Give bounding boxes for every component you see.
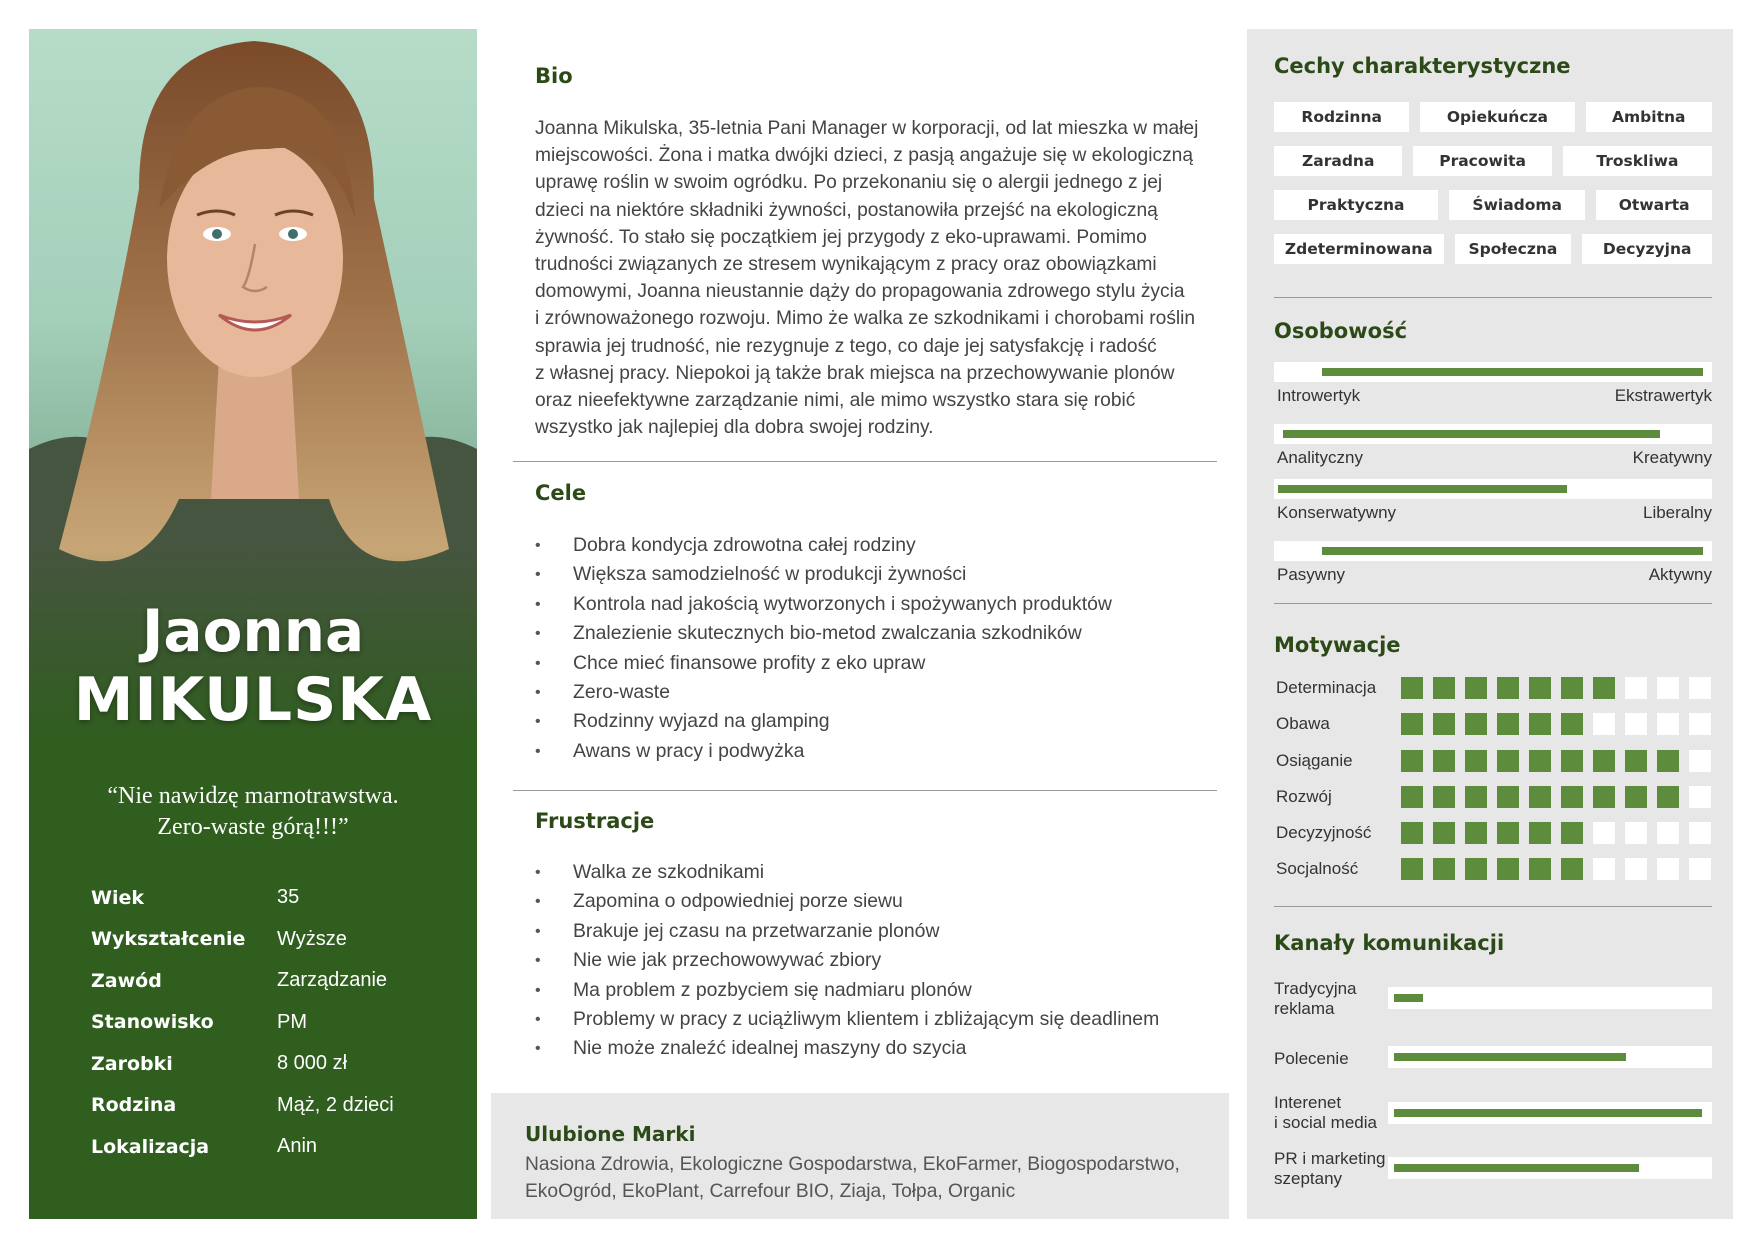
list-item: • Kontrola nad jakością wytworzonych i spożywanych produktów (535, 590, 1112, 619)
trait-row (1274, 190, 1712, 220)
trait-tag: Społeczna (1455, 234, 1572, 264)
traits-grid (1274, 102, 1712, 278)
motivation-square-filled (1529, 822, 1551, 844)
trait-tag: Otwarta (1596, 190, 1712, 220)
motivation-square-empty (1689, 858, 1711, 880)
fact-row (91, 1085, 461, 1127)
motivation-square-filled (1497, 750, 1519, 772)
divider (513, 461, 1217, 462)
list-item: • Awans w pracy i podwyżka (535, 737, 1112, 766)
fact-row (91, 1126, 461, 1168)
fact-label: Rodzina (91, 1094, 177, 1117)
motivation-row (1274, 858, 1714, 882)
motivation-square-empty (1593, 713, 1615, 735)
list-item: • Większa samodzielność w produkcji żywności (535, 560, 1112, 589)
motivation-square-empty (1657, 822, 1679, 844)
bio-line: uprawę roślin w swoim ogródku. Po przekonaniu się o alergii jednego z jej (535, 172, 1163, 194)
motivation-square-filled (1401, 750, 1423, 772)
fact-label: Wykształcenie (91, 928, 246, 951)
motivation-square-filled (1465, 858, 1487, 880)
fact-label: Zawód (91, 969, 162, 992)
motivation-square-filled (1561, 713, 1583, 735)
quote-line-1: “Nie nawidzę marnotrawstwa. (107, 783, 399, 809)
channel-label: Interenet i social media (1274, 1093, 1377, 1132)
motivation-square-filled (1529, 677, 1551, 699)
channel-fill (1394, 994, 1423, 1002)
fact-row (91, 919, 461, 961)
goals-title: Cele (535, 481, 587, 505)
list-item: • Brakuje jej czasu na przetwarzanie plonów (535, 917, 1159, 946)
motivation-square-filled (1433, 822, 1455, 844)
motivation-square-empty (1593, 858, 1615, 880)
fact-label: Zarobki (91, 1052, 173, 1075)
motivation-square-filled (1401, 713, 1423, 735)
bio-line: z własnej pracy. Niepokoi ją także brak miejsca na przechowywanie plonów (535, 362, 1175, 384)
brands-panel (491, 1093, 1229, 1219)
list-item: • Zero-waste (535, 678, 1112, 707)
scale-left-label: Konserwatywny (1277, 503, 1397, 522)
motivation-square-filled (1401, 822, 1423, 844)
motivation-square-filled (1401, 786, 1423, 808)
motivation-square-empty (1625, 822, 1647, 844)
list-item: • Walka ze szkodnikami (535, 858, 1159, 887)
frustrations-list (535, 858, 1159, 1064)
scale-track (1274, 541, 1712, 561)
motivation-label: Determinacja (1276, 678, 1377, 697)
motivation-square-filled (1433, 713, 1455, 735)
brands-line: EkoOgród, EkoPlant, Carrefour BIO, Ziaja, Tołpa, Organic (525, 1181, 1016, 1202)
fact-row (91, 1002, 461, 1044)
scale-left-label: Introwertyk (1277, 386, 1361, 405)
persona-facts (91, 877, 461, 1168)
personality-title: Osobowość (1274, 319, 1408, 343)
brands-line: Nasiona Zdrowia, Ekologiczne Gospodarstwa, EkoFarmer, Biogospodarstwo, (525, 1154, 1180, 1175)
fact-value: Mąż, 2 dzieci (277, 1093, 394, 1116)
list-item: • Zapomina o odpowiedniej porze siewu (535, 887, 1159, 916)
motivation-square-empty (1689, 750, 1711, 772)
trait-tag: Zdeterminowana (1274, 234, 1444, 264)
scale-right-label: Ekstrawertyk (1614, 386, 1712, 405)
channel-fill (1394, 1164, 1639, 1172)
motivation-label: Obawa (1276, 714, 1330, 733)
channel-label: Tradycyjna reklama (1274, 979, 1357, 1018)
trait-tag: Pracowita (1413, 146, 1551, 176)
scale-left-label: Analityczny (1277, 448, 1363, 467)
motivation-row (1274, 786, 1714, 810)
motivation-square-filled (1657, 750, 1679, 772)
channels-title: Kanały komunikacji (1274, 931, 1505, 955)
motivation-square-empty (1593, 822, 1615, 844)
motivation-square-filled (1593, 750, 1615, 772)
channel-label: PR i marketing szeptany (1274, 1149, 1386, 1188)
brands-title: Ulubione Marki (525, 1122, 696, 1146)
motivation-label: Rozwój (1276, 787, 1332, 806)
motivation-square-filled (1593, 677, 1615, 699)
list-item: • Dobra kondycja zdrowotna całej rodziny (535, 531, 1112, 560)
channel-track (1388, 1157, 1712, 1179)
scale-left-label: Pasywny (1277, 565, 1346, 584)
motivation-square-filled (1433, 858, 1455, 880)
scale-track (1274, 479, 1712, 499)
motivation-square-empty (1625, 858, 1647, 880)
motivation-square-filled (1433, 750, 1455, 772)
motivation-square-filled (1625, 750, 1647, 772)
persona-attributes (1247, 29, 1733, 1219)
motivation-row (1274, 822, 1714, 846)
fact-value: 35 (277, 886, 300, 909)
list-item: • Znalezienie skutecznych bio-metod zwalczania szkodników (535, 619, 1112, 648)
motivation-square-filled (1561, 858, 1583, 880)
motivation-square-filled (1497, 786, 1519, 808)
scale-track (1274, 362, 1712, 382)
quote-line-2: Zero-waste górą!!!” (157, 814, 349, 840)
divider (1274, 297, 1712, 298)
trait-tag: Rodzinna (1274, 102, 1409, 132)
fact-value: 8 000 zł (277, 1052, 348, 1075)
motivation-square-filled (1593, 786, 1615, 808)
list-item: • Nie wie jak przechowowywać zbiory (535, 946, 1159, 975)
channel-track (1388, 1102, 1712, 1124)
persona-details (493, 29, 1233, 1219)
motivation-square-empty (1689, 822, 1711, 844)
fact-row (91, 877, 461, 919)
divider (1274, 906, 1712, 907)
motivation-square-filled (1433, 786, 1455, 808)
motivation-square-empty (1657, 677, 1679, 699)
motivation-square-filled (1625, 786, 1647, 808)
scale-right-label: Kreatywny (1632, 448, 1712, 467)
persona-quote (59, 781, 447, 843)
brands-text (525, 1151, 1215, 1205)
goals-list (535, 531, 1112, 766)
scale-fill (1322, 547, 1703, 555)
fact-value: Anin (277, 1135, 318, 1158)
scale-right-label: Liberalny (1643, 503, 1712, 522)
trait-row (1274, 146, 1712, 176)
bio-line: wszystko jak najlepiej dla dobra swojej rodziny. (535, 417, 934, 439)
motivation-square-filled (1465, 750, 1487, 772)
motivation-row (1274, 750, 1714, 774)
bio-line: i zrównoważonego rozwoju. Mimo że walka ze szkodnikami i chorobami roślin (535, 308, 1196, 330)
list-item: • Nie może znaleźć idealnej maszyny do szycia (535, 1034, 1159, 1063)
fact-value: Zarządzanie (277, 969, 388, 992)
motivation-square-filled (1465, 822, 1487, 844)
motivation-square-filled (1529, 750, 1551, 772)
divider (513, 790, 1217, 791)
fact-row (91, 1043, 461, 1085)
trait-row (1274, 234, 1712, 264)
scale-fill (1278, 485, 1567, 493)
bio-text (535, 115, 1215, 441)
list-item: • Problemy w pracy z uciążliwym klientem i zbliżającym się deadlinem (535, 1005, 1159, 1034)
motivation-square-filled (1561, 750, 1583, 772)
trait-tag: Świadoma (1449, 190, 1585, 220)
motivation-square-filled (1465, 677, 1487, 699)
trait-tag: Troskliwa (1563, 146, 1712, 176)
motivation-square-empty (1625, 713, 1647, 735)
bio-line: miejscowości. Żona i matka dwójki dzieci, z pasją angażuje się w ekologiczną (535, 145, 1194, 167)
motivation-square-filled (1497, 858, 1519, 880)
channel-fill (1394, 1109, 1702, 1117)
motivation-label: Socjalność (1276, 859, 1359, 878)
bio-line: oraz nieefektywne zarządzanie nimi, ale mimo wszystko stara się robić (535, 390, 1136, 412)
bio-line: trudności związanych ze stresem wynikającym z pracy oraz obowiązkami (535, 254, 1157, 276)
fact-value: Wyższe (277, 927, 347, 950)
scale-track (1274, 424, 1712, 444)
fact-label: Stanowisko (91, 1011, 214, 1034)
motivation-square-filled (1529, 858, 1551, 880)
motivation-square-filled (1401, 677, 1423, 699)
bio-line: żywność. To stało się początkiem jej przygody z eko-uprawami. Pomimo (535, 226, 1147, 248)
motivation-square-empty (1625, 677, 1647, 699)
motivation-square-filled (1561, 822, 1583, 844)
fact-label: Wiek (91, 886, 144, 909)
trait-tag: Opiekuńcza (1420, 102, 1574, 132)
channel-track (1388, 1046, 1712, 1068)
persona-first-name: Jaonna (141, 597, 365, 665)
bio-line: domowymi, Joanna nieustannie dąży do propagowania zdrowego stylu życia (535, 281, 1185, 303)
scale-right-label: Aktywny (1648, 565, 1712, 584)
persona-last-name: MIKULSKA (73, 665, 433, 735)
motivation-square-filled (1561, 786, 1583, 808)
motivation-row (1274, 677, 1714, 701)
motivations-title: Motywacje (1274, 633, 1401, 657)
list-item: • Chce mieć finansowe profity z eko upraw (535, 649, 1112, 678)
motivation-square-filled (1465, 713, 1487, 735)
motivation-square-empty (1689, 713, 1711, 735)
motivation-square-filled (1465, 786, 1487, 808)
motivation-square-filled (1433, 677, 1455, 699)
trait-row (1274, 102, 1712, 132)
motivation-label: Osiąganie (1276, 751, 1353, 770)
divider (1274, 603, 1712, 604)
motivation-row (1274, 713, 1714, 737)
trait-tag: Ambitna (1586, 102, 1712, 132)
trait-tag: Praktyczna (1274, 190, 1438, 220)
motivation-square-filled (1497, 713, 1519, 735)
trait-tag: Zaradna (1274, 146, 1402, 176)
motivation-square-empty (1689, 677, 1711, 699)
channel-fill (1394, 1053, 1626, 1061)
list-item: • Rodzinny wyjazd na glamping (535, 707, 1112, 736)
bio-line: dzieci na niektóre składniki żywności, postanowiła przejść na ekologiczną (535, 199, 1158, 221)
motivation-square-filled (1497, 677, 1519, 699)
scale-fill (1322, 368, 1703, 376)
fact-row (91, 960, 461, 1002)
persona-card (29, 29, 477, 1219)
channel-track (1388, 987, 1712, 1009)
motivation-square-filled (1401, 858, 1423, 880)
channel-label: Polecenie (1274, 1049, 1349, 1068)
fact-label: Lokalizacja (91, 1135, 210, 1158)
list-item: • Ma problem z pozbyciem się nadmiaru plonów (535, 976, 1159, 1005)
motivation-square-filled (1529, 713, 1551, 735)
fact-value: PM (277, 1010, 307, 1033)
motivation-square-empty (1689, 786, 1711, 808)
scale-fill (1283, 430, 1660, 438)
motivation-square-filled (1529, 786, 1551, 808)
bio-line: sprawia jej trudność, nie rezygnuje z tego, co daje jej satysfakcję i radość (535, 335, 1157, 357)
bio-title: Bio (535, 64, 573, 88)
motivation-square-empty (1657, 858, 1679, 880)
frustrations-title: Frustracje (535, 809, 655, 833)
motivation-label: Decyzyjność (1276, 823, 1372, 842)
motivation-square-filled (1561, 677, 1583, 699)
traits-title: Cechy charakterystyczne (1274, 54, 1571, 78)
trait-tag: Decyzyjna (1582, 234, 1712, 264)
motivation-square-empty (1657, 713, 1679, 735)
motivation-square-filled (1497, 822, 1519, 844)
bio-line: Joanna Mikulska, 35-letnia Pani Manager w korporacji, od lat mieszka w małej (535, 118, 1199, 139)
motivation-square-filled (1657, 786, 1679, 808)
